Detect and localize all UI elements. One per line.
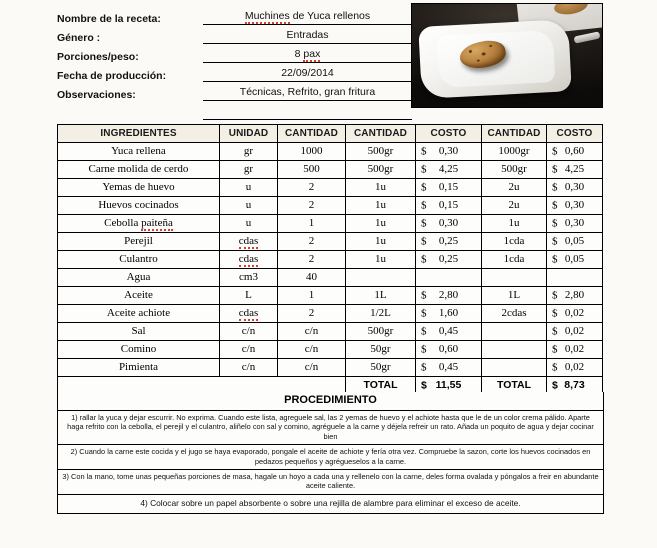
currency-symbol: $	[552, 163, 558, 175]
cell-cantidad: 1000	[278, 143, 346, 161]
cell-unidad: c/n	[220, 323, 278, 341]
cell-cantidad-compra	[346, 269, 416, 287]
dish-photo	[411, 3, 603, 108]
photo-crumb	[477, 59, 480, 62]
currency-symbol: $	[552, 181, 558, 193]
cell-costo-compra	[416, 251, 482, 269]
cell-costo-compra-value: 0,25	[438, 235, 459, 247]
cell-cantidad: c/n	[278, 359, 346, 377]
cell-costo-uso	[547, 269, 603, 287]
cell-cantidad: 2	[278, 197, 346, 215]
cell-cantidad-compra: 50gr	[346, 341, 416, 359]
cell-ingrediente: Yemas de huevo	[58, 179, 220, 197]
procedure-step-1: 1) rallar la yuca y dejar escurrir. No exprima. Cuando este lista, agreguele sal, las 2 yemas de huevo y el achiote hasta que le de un color crema pálido. Aparte haga refrito con la cebolla, el perejil y el culantro, aliñelo con sal y comino, agréguele a la carne y déjela refreir un rato. Añada un poquito de agua y dejar cocinar bien	[67, 413, 594, 441]
cell-cantidad: 2	[278, 179, 346, 197]
cell-costo-uso-value: 0,60	[564, 145, 585, 157]
procedure-body	[58, 411, 603, 513]
currency-symbol: $	[421, 145, 427, 157]
currency-symbol: $	[552, 145, 558, 157]
cell-cantidad-uso	[482, 323, 547, 341]
header-label-observaciones: Observaciones:	[57, 89, 136, 101]
cell-costo-compra-value: 0,30	[438, 217, 459, 229]
cell-costo-uso	[547, 305, 603, 323]
table-row	[58, 359, 603, 377]
cell-cantidad-uso	[482, 269, 547, 287]
cell-ingrediente: Culantro	[58, 251, 220, 269]
cell-costo-uso-value: 0,05	[564, 253, 585, 265]
cell-costo-uso	[547, 287, 603, 305]
total-value-uso-number: 8,73	[564, 379, 585, 391]
header-row-genero	[57, 25, 412, 44]
cell-cantidad-compra: 50gr	[346, 359, 416, 377]
table-row	[58, 197, 603, 215]
col-header-unidad: UNIDAD	[220, 125, 278, 143]
cell-costo-uso	[547, 251, 603, 269]
cell-cantidad: 40	[278, 269, 346, 287]
cell-ingrediente: Perejil	[58, 233, 220, 251]
currency-symbol: $	[421, 217, 427, 229]
cell-cantidad: c/n	[278, 341, 346, 359]
cell-costo-compra-value: 0,45	[438, 325, 459, 337]
misspelled-word-pax: pax	[303, 48, 321, 60]
cell-cantidad-uso	[482, 359, 547, 377]
currency-symbol: $	[421, 307, 427, 319]
header-value-nombre-rest: de Yuca rellenos	[289, 10, 371, 22]
cell-costo-compra-value: 0,25	[438, 253, 459, 265]
cell-unidad: c/n	[220, 341, 278, 359]
header-value-porciones	[203, 48, 412, 63]
table-row	[58, 179, 603, 197]
cell-cantidad-uso: 1cda	[482, 251, 547, 269]
misspelled-word-paitena: paiteña	[141, 217, 173, 229]
cell-unidad: L	[220, 287, 278, 305]
currency-symbol: $	[421, 199, 427, 211]
cell-costo-compra	[416, 179, 482, 197]
cell-costo-compra	[416, 305, 482, 323]
table-row	[58, 323, 603, 341]
cell-costo-uso-value: 0,02	[564, 343, 585, 355]
table-row	[58, 305, 603, 323]
photo-plate	[418, 19, 572, 99]
cell-cantidad-compra: 500gr	[346, 161, 416, 179]
header-value-genero: Entradas	[203, 29, 412, 44]
cell-cantidad-uso: 1000gr	[482, 143, 547, 161]
header-row-porciones	[57, 44, 412, 63]
col-header-costo-compra: COSTO	[416, 125, 482, 143]
currency-symbol: $	[552, 253, 558, 265]
cell-unidad	[220, 233, 278, 251]
cell-ingrediente: Comino	[58, 341, 220, 359]
cell-costo-compra	[416, 359, 482, 377]
cell-ingrediente: Pimienta	[58, 359, 220, 377]
cell-cantidad-uso: 2u	[482, 179, 547, 197]
cell-costo-compra-value: 0,30	[438, 145, 459, 157]
cell-costo-compra	[416, 269, 482, 287]
col-header-cantidad: CANTIDAD	[278, 125, 346, 143]
cell-unidad	[220, 251, 278, 269]
cell-costo-uso-value: 0,30	[564, 199, 585, 211]
photo-crumb	[469, 50, 473, 54]
currency-symbol: $	[421, 253, 427, 265]
col-header-cantidad-compra: CANTIDAD	[346, 125, 416, 143]
header-row-observaciones	[57, 82, 412, 101]
currency-symbol: $	[552, 361, 558, 373]
col-header-costo-uso: COSTO	[547, 125, 603, 143]
total-label-uso: TOTAL	[482, 377, 547, 395]
table-row	[58, 341, 603, 359]
cell-unidad: gr	[220, 161, 278, 179]
table-body	[58, 143, 603, 395]
cell-cantidad-compra: 1u	[346, 233, 416, 251]
cell-ingrediente: Yuca rellena	[58, 143, 220, 161]
cell-unidad: gr	[220, 143, 278, 161]
header-row-blank	[57, 101, 412, 120]
cell-costo-uso	[547, 323, 603, 341]
header-value-nombre	[203, 10, 412, 25]
cell-costo-compra	[416, 161, 482, 179]
currency-symbol: $	[421, 235, 427, 247]
cell-cantidad-compra: 1u	[346, 197, 416, 215]
cell-unidad: c/n	[220, 359, 278, 377]
cell-costo-compra-value: 0,45	[438, 361, 459, 373]
cell-costo-compra	[416, 233, 482, 251]
cell-ingrediente: Cebolla paiteña	[58, 215, 220, 233]
cell-costo-compra-value: 4,25	[438, 163, 459, 175]
cell-costo-uso-value: 2,80	[564, 289, 585, 301]
misspelled-word-cdas: cdas	[238, 253, 259, 265]
cell-costo-compra-value: 0,15	[438, 199, 459, 211]
cell-cantidad: 1	[278, 287, 346, 305]
header-label-porciones: Porciones/peso:	[57, 51, 139, 63]
currency-symbol: $	[421, 181, 427, 193]
currency-symbol: $	[552, 307, 558, 319]
currency-symbol: $	[552, 217, 558, 229]
col-header-ingredientes: INGREDIENTES	[58, 125, 220, 143]
total-label-compra: TOTAL	[346, 377, 416, 395]
cell-costo-uso-value: 0,02	[564, 361, 585, 373]
cell-cantidad-uso: 1u	[482, 215, 547, 233]
cell-cantidad-compra: 500gr	[346, 143, 416, 161]
cell-costo-compra	[416, 323, 482, 341]
header-row-fecha	[57, 63, 412, 82]
cell-cantidad: c/n	[278, 323, 346, 341]
misspelled-word-cdas: cdas	[238, 235, 259, 247]
cell-cantidad-compra: 500gr	[346, 323, 416, 341]
cell-cantidad-compra: 1/2L	[346, 305, 416, 323]
currency-symbol: $	[421, 163, 427, 175]
col-header-cantidad-uso: CANTIDAD	[482, 125, 547, 143]
header-row-nombre	[57, 6, 412, 25]
ingredients-table	[57, 124, 603, 395]
cell-costo-uso	[547, 215, 603, 233]
table-row	[58, 143, 603, 161]
cell-cantidad-uso: 500gr	[482, 161, 547, 179]
cell-costo-compra	[416, 143, 482, 161]
cell-cantidad: 2	[278, 233, 346, 251]
cell-cantidad: 1	[278, 215, 346, 233]
currency-symbol: $	[421, 325, 427, 337]
cell-costo-uso	[547, 233, 603, 251]
cell-cantidad-uso: 1cda	[482, 233, 547, 251]
cell-costo-compra	[416, 215, 482, 233]
currency-symbol: $	[552, 199, 558, 211]
cell-costo-compra	[416, 341, 482, 359]
cell-costo-compra-value: 2,80	[438, 289, 459, 301]
cell-cantidad-compra: 1u	[346, 215, 416, 233]
table-row	[58, 161, 603, 179]
cell-ingrediente: Carne molida de cerdo	[58, 161, 220, 179]
table-header-row	[58, 125, 603, 143]
table-row	[58, 233, 603, 251]
cell-costo-compra-value: 0,60	[438, 343, 459, 355]
total-value-compra-number: 11,55	[435, 379, 462, 391]
currency-symbol: $	[552, 235, 558, 247]
cell-unidad: cm3	[220, 269, 278, 287]
header-value-porciones-num: 8	[294, 48, 304, 60]
cell-cantidad-uso	[482, 341, 547, 359]
cell-ingrediente: Huevos cocinados	[58, 197, 220, 215]
header-label-genero: Género :	[57, 32, 101, 44]
cell-cantidad: 2	[278, 305, 346, 323]
procedure-step-3: 3) Con la mano, tome unas pequeñas porciones de masa, hagale un hoyo a cada una y rellenelo con la carne, deles forma ovalada y póngalos a freir en abundante aceite caliente.	[58, 469, 603, 494]
cell-costo-uso	[547, 143, 603, 161]
table-row	[58, 251, 603, 269]
procedure-section	[57, 392, 604, 514]
cell-costo-uso-value: 0,30	[564, 217, 585, 229]
cell-costo-uso-value: 0,30	[564, 181, 585, 193]
cell-cantidad-compra: 1L	[346, 287, 416, 305]
cell-cantidad-uso: 1L	[482, 287, 547, 305]
currency-symbol: $	[552, 343, 558, 355]
header-value-observaciones: Técnicas, Refrito, gran fritura	[203, 86, 412, 101]
cell-costo-uso	[547, 341, 603, 359]
header-label-fecha: Fecha de producción:	[57, 70, 167, 82]
currency-symbol: $	[421, 343, 427, 355]
table-row	[58, 287, 603, 305]
cell-costo-compra-value: 1,60	[438, 307, 459, 319]
cell-costo-compra-value: 0,15	[438, 181, 459, 193]
cell-unidad: u	[220, 215, 278, 233]
recipe-header	[57, 6, 412, 120]
currency-symbol: $	[552, 379, 558, 391]
cell-costo-uso	[547, 359, 603, 377]
currency-symbol: $	[421, 289, 427, 301]
misspelled-word-cdas: cdas	[238, 307, 259, 319]
header-value-blank	[203, 105, 412, 120]
cell-ingrediente: Sal	[58, 323, 220, 341]
cell-costo-uso-value: 0,05	[564, 235, 585, 247]
cell-unidad	[220, 305, 278, 323]
procedure-title: PROCEDIMIENTO	[58, 392, 603, 411]
cell-cantidad-compra: 1u	[346, 251, 416, 269]
cell-cantidad-compra: 1u	[346, 179, 416, 197]
cell-costo-uso	[547, 197, 603, 215]
cell-ingrediente: Aceite	[58, 287, 220, 305]
table-row	[58, 269, 603, 287]
header-label-nombre: Nombre de la receta:	[57, 13, 161, 25]
procedure-step-2: 2) Cuando la carne este cocida y el jugo se haya evaporado, pongale el aceite de achiote y fería otra vez. Compruebe la sazon, corte los huevos cocinados en pedazos pequeños y agrégueselos a la carne.	[58, 444, 603, 469]
cell-unidad: u	[220, 197, 278, 215]
header-value-fecha: 22/09/2014	[203, 67, 412, 82]
misspelled-word-muchines: Muchines	[244, 10, 290, 22]
photo-crumb	[489, 45, 492, 48]
currency-symbol: $	[421, 361, 427, 373]
cell-cantidad-uso: 2u	[482, 197, 547, 215]
currency-symbol: $	[552, 325, 558, 337]
cell-costo-compra	[416, 197, 482, 215]
currency-symbol: $	[421, 379, 427, 391]
cell-cantidad: 2	[278, 251, 346, 269]
procedure-step-4: 4) Colocar sobre un papel absorbente o sobre una rejilla de alambre para eliminar el exceso de aceite.	[58, 494, 603, 513]
cell-costo-uso	[547, 179, 603, 197]
cell-cantidad-uso: 2cdas	[482, 305, 547, 323]
cell-costo-uso	[547, 161, 603, 179]
cell-unidad: u	[220, 179, 278, 197]
table-row	[58, 215, 603, 233]
cell-cantidad: 500	[278, 161, 346, 179]
cell-ingrediente: Agua	[58, 269, 220, 287]
photo-crumb	[481, 52, 485, 56]
cell-costo-uso-value: 4,25	[564, 163, 585, 175]
cell-costo-uso-value: 0,02	[564, 325, 585, 337]
cell-costo-uso-value: 0,02	[564, 307, 585, 319]
cell-ingrediente: Aceite achiote	[58, 305, 220, 323]
currency-symbol: $	[552, 289, 558, 301]
cell-costo-compra	[416, 287, 482, 305]
